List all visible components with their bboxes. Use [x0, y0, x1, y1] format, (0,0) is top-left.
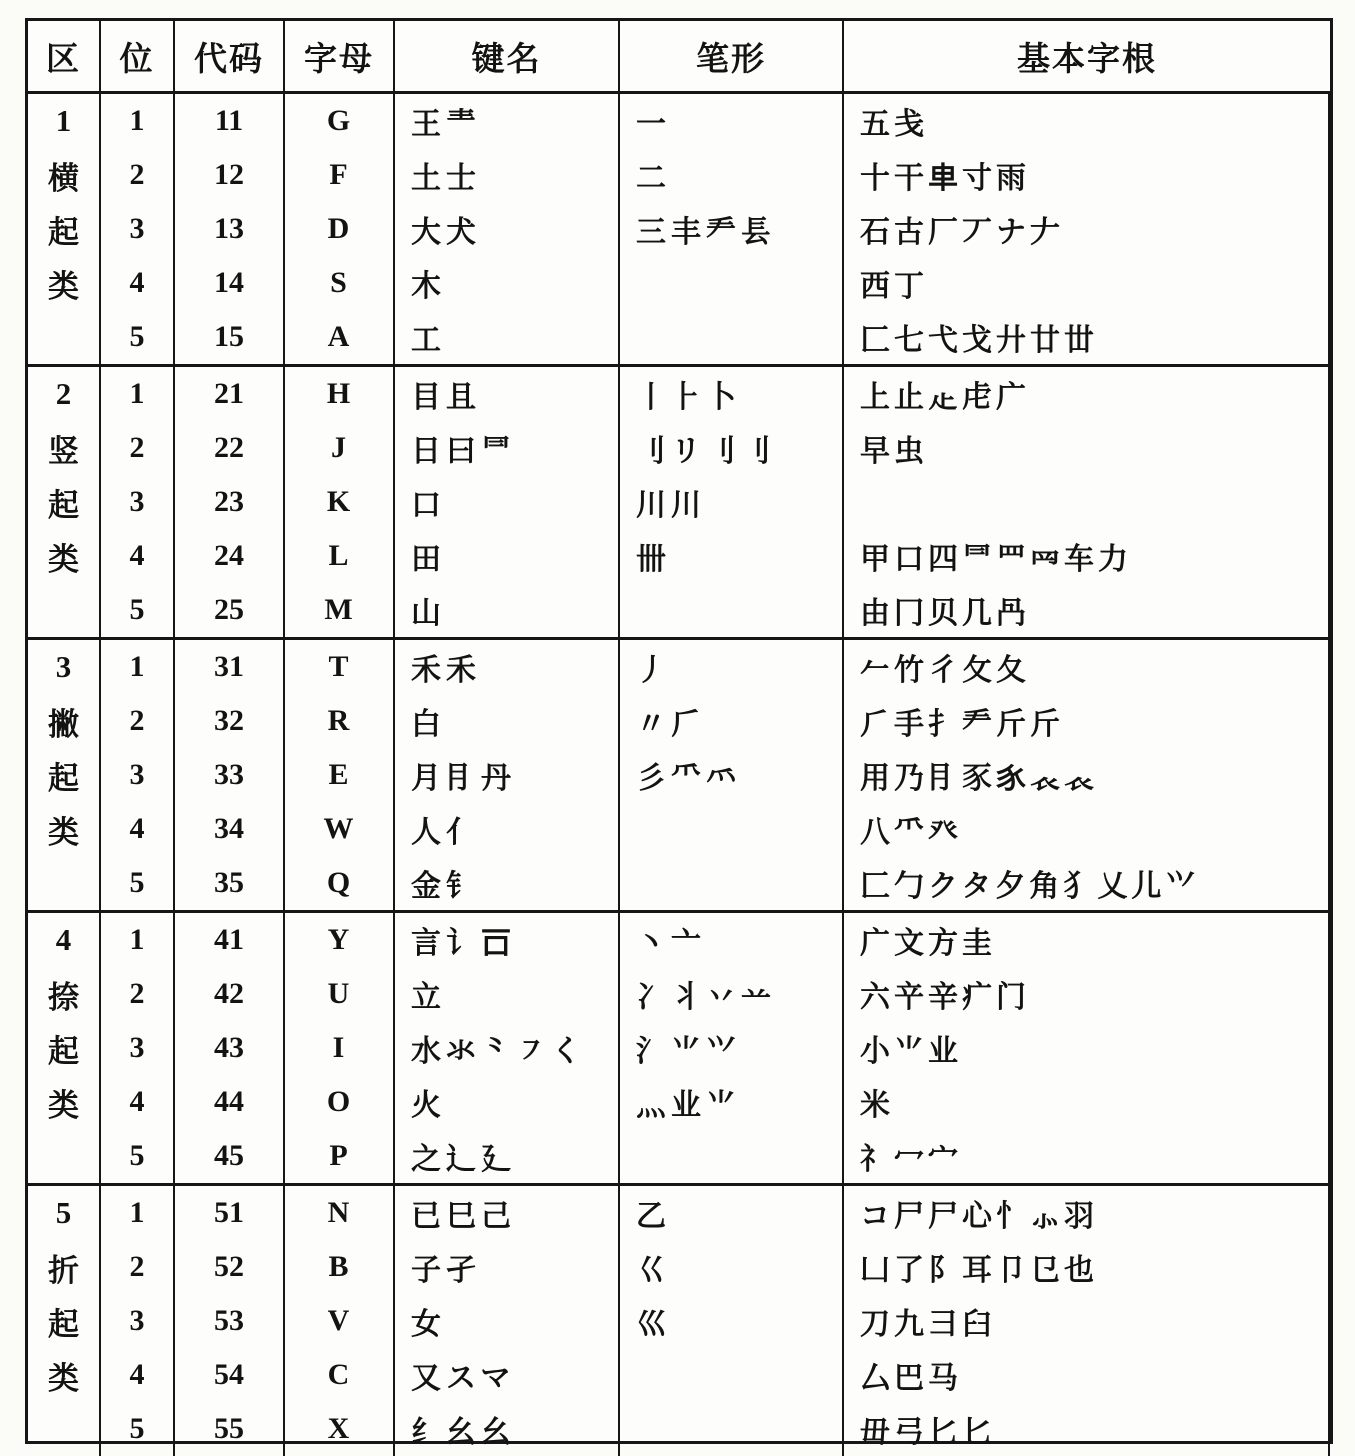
- cell-letter: R: [285, 694, 395, 748]
- zone-char: 横: [48, 160, 79, 196]
- cell-basic-roots: 小⺌业: [844, 1021, 1330, 1075]
- cell-stroke-form: 刂リ⺉刂: [620, 421, 844, 475]
- cell-key-name: 之辶廴: [395, 1129, 620, 1183]
- zone-block-2: [28, 367, 1330, 640]
- zone-label-5: [28, 1186, 101, 1456]
- cell-code: 34: [175, 802, 285, 856]
- cell-basic-roots: [844, 475, 1330, 529]
- zone-number: 3: [55, 649, 72, 684]
- cell-basic-roots: ⺁手扌龵斤斤: [844, 694, 1330, 748]
- zone-char: 起: [48, 760, 79, 796]
- cell-letter: E: [285, 748, 395, 802]
- table-row: [101, 421, 1330, 475]
- zone-char: 类: [48, 268, 79, 304]
- cell-position: 4: [101, 256, 175, 310]
- cell-key-name: 禾禾: [395, 640, 620, 694]
- cell-letter: D: [285, 202, 395, 256]
- cell-position: 4: [101, 1348, 175, 1402]
- cell-position: 2: [101, 967, 175, 1021]
- cell-basic-roots: 凵了阝耳卩㔾也: [844, 1240, 1330, 1294]
- col-header-position: 位: [101, 21, 175, 91]
- zone-rows-4: [101, 913, 1330, 1183]
- cell-code: 15: [175, 310, 285, 364]
- cell-basic-roots: 用乃⺝豕𧰨𧘇𧘇: [844, 748, 1330, 802]
- cell-position: 3: [101, 1294, 175, 1348]
- table-row: [101, 148, 1330, 202]
- cell-stroke-form: 丿: [620, 640, 844, 694]
- zone-char: [28, 856, 99, 910]
- table-row: [101, 694, 1330, 748]
- cell-stroke-form: 氵⺌⺍: [620, 1021, 844, 1075]
- cell-position: 1: [101, 1186, 175, 1240]
- cell-stroke-form: 乙: [620, 1186, 844, 1240]
- cell-code: 54: [175, 1348, 285, 1402]
- cell-stroke-form: [620, 1129, 844, 1183]
- zone-char: 捺: [48, 979, 79, 1015]
- cell-basic-roots: 甲口四⺜罒𦉰车力: [844, 529, 1330, 583]
- cell-basic-roots: 广文方圭: [844, 913, 1330, 967]
- cell-position: 3: [101, 748, 175, 802]
- zone-block-3: [28, 640, 1330, 913]
- zone-rows-2: [101, 367, 1330, 637]
- cell-stroke-form: 冫丬丷䒑: [620, 967, 844, 1021]
- cell-basic-roots: 西丁: [844, 256, 1330, 310]
- cell-position: 5: [101, 583, 175, 637]
- cell-letter: L: [285, 529, 395, 583]
- table-row: [101, 1075, 1330, 1129]
- zone-rows-1: [101, 94, 1330, 364]
- cell-letter: Y: [285, 913, 395, 967]
- cell-position: 3: [101, 475, 175, 529]
- cell-position: 5: [101, 1402, 175, 1456]
- table-row: [101, 1294, 1330, 1348]
- cell-stroke-form: 灬业⺌: [620, 1075, 844, 1129]
- cell-basic-roots: 刀九彐臼: [844, 1294, 1330, 1348]
- cell-letter: X: [285, 1402, 395, 1456]
- zone-char: 起: [48, 1306, 79, 1342]
- cell-position: 2: [101, 1240, 175, 1294]
- cell-code: 14: [175, 256, 285, 310]
- cell-key-name: 立: [395, 967, 620, 1021]
- cell-key-name: 金钅: [395, 856, 620, 910]
- cell-stroke-form: 巛: [620, 1294, 844, 1348]
- zone-block-1: [28, 94, 1330, 367]
- cell-key-name: 工: [395, 310, 620, 364]
- col-header-key-name: 键名: [395, 21, 620, 91]
- cell-letter: B: [285, 1240, 395, 1294]
- cell-basic-roots: 匚七弋戈廾廿丗: [844, 310, 1330, 364]
- cell-position: 3: [101, 202, 175, 256]
- cell-code: 13: [175, 202, 285, 256]
- cell-position: 5: [101, 310, 175, 364]
- cell-stroke-form: 〃𠂆: [620, 694, 844, 748]
- cell-key-name: 又スマ: [395, 1348, 620, 1402]
- zone-label-4: [28, 913, 101, 1183]
- cell-letter: G: [285, 94, 395, 148]
- cell-code: 32: [175, 694, 285, 748]
- cell-letter: C: [285, 1348, 395, 1402]
- cell-key-name: 土士: [395, 148, 620, 202]
- table-row: [101, 529, 1330, 583]
- cell-key-name: 言讠𠮛: [395, 913, 620, 967]
- cell-code: 22: [175, 421, 285, 475]
- zone-char: 起: [48, 214, 79, 250]
- cell-code: 23: [175, 475, 285, 529]
- cell-basic-roots: 厶巴马: [844, 1348, 1330, 1402]
- col-header-zone: 区: [28, 21, 101, 91]
- zone-label-3: [28, 640, 101, 910]
- cell-key-name: 已巳己: [395, 1186, 620, 1240]
- zone-number: 2: [55, 376, 72, 411]
- cell-letter: N: [285, 1186, 395, 1240]
- cell-key-name: 王龶: [395, 94, 620, 148]
- table-row: [101, 856, 1330, 910]
- zone-char: [28, 1129, 99, 1183]
- cell-position: 4: [101, 529, 175, 583]
- cell-position: 2: [101, 421, 175, 475]
- cell-letter: O: [285, 1075, 395, 1129]
- cell-letter: J: [285, 421, 395, 475]
- table-row: [101, 967, 1330, 1021]
- cell-key-name: 白: [395, 694, 620, 748]
- table-row: [101, 1240, 1330, 1294]
- cell-key-name: 山: [395, 583, 620, 637]
- cell-basic-roots: 早虫: [844, 421, 1330, 475]
- cell-code: 44: [175, 1075, 285, 1129]
- cell-basic-roots: 八⺥癶: [844, 802, 1330, 856]
- col-header-letter: 字母: [285, 21, 395, 91]
- zone-number: 1: [55, 103, 72, 138]
- table-row: [101, 1402, 1330, 1456]
- cell-key-name: 人亻: [395, 802, 620, 856]
- cell-basic-roots: 礻冖宀: [844, 1129, 1330, 1183]
- cell-key-name: 子孑: [395, 1240, 620, 1294]
- cell-letter: I: [285, 1021, 395, 1075]
- zone-label-1: [28, 94, 101, 364]
- cell-stroke-form: 巜: [620, 1240, 844, 1294]
- zone-char: 类: [48, 1360, 79, 1396]
- cell-stroke-form: 卌: [620, 529, 844, 583]
- cell-position: 4: [101, 802, 175, 856]
- zone-label-2: [28, 367, 101, 637]
- cell-code: 51: [175, 1186, 285, 1240]
- cell-letter: T: [285, 640, 395, 694]
- cell-key-name: 水氺⺀㇇く: [395, 1021, 620, 1075]
- zone-char: 类: [48, 1087, 79, 1123]
- cell-key-name: 田: [395, 529, 620, 583]
- cell-position: 1: [101, 367, 175, 421]
- cell-code: 43: [175, 1021, 285, 1075]
- cell-code: 53: [175, 1294, 285, 1348]
- cell-stroke-form: [620, 310, 844, 364]
- table-row: [101, 1186, 1330, 1240]
- zone-char: [28, 310, 99, 364]
- zone-rows-5: [101, 1186, 1330, 1456]
- zone-char: 类: [48, 814, 79, 850]
- table-row: [101, 583, 1330, 637]
- cell-basic-roots: 五戋: [844, 94, 1330, 148]
- cell-stroke-form: [620, 1348, 844, 1402]
- cell-letter: H: [285, 367, 395, 421]
- cell-code: 52: [175, 1240, 285, 1294]
- zone-char: 竖: [48, 433, 79, 469]
- cell-stroke-form: [620, 802, 844, 856]
- wubi-root-table: [25, 18, 1333, 1449]
- cell-position: 3: [101, 1021, 175, 1075]
- cell-position: 1: [101, 94, 175, 148]
- cell-stroke-form: 彡⺥⺤: [620, 748, 844, 802]
- cell-basic-roots: 匚勹クタ夕角犭乂儿⺍: [844, 856, 1330, 910]
- zone-char: 类: [48, 541, 79, 577]
- table-row: [101, 640, 1330, 694]
- cell-basic-roots: 上止龰虍广: [844, 367, 1330, 421]
- cell-basic-roots: 由冂贝几冎: [844, 583, 1330, 637]
- cell-code: 33: [175, 748, 285, 802]
- cell-letter: F: [285, 148, 395, 202]
- cell-position: 2: [101, 148, 175, 202]
- zone-char: [28, 1402, 99, 1456]
- cell-position: 4: [101, 1075, 175, 1129]
- cell-letter: K: [285, 475, 395, 529]
- cell-key-name: 纟幺幺: [395, 1402, 620, 1456]
- cell-stroke-form: [620, 256, 844, 310]
- cell-stroke-form: 川川: [620, 475, 844, 529]
- zone-char: [28, 583, 99, 637]
- cell-code: 12: [175, 148, 285, 202]
- table-header-row: [28, 21, 1330, 94]
- cell-letter: P: [285, 1129, 395, 1183]
- table-row: [101, 94, 1330, 148]
- zone-char: 撇: [48, 706, 79, 742]
- cell-code: 55: [175, 1402, 285, 1456]
- cell-code: 24: [175, 529, 285, 583]
- cell-key-name: 月⺝丹: [395, 748, 620, 802]
- zone-block-4: [28, 913, 1330, 1186]
- cell-stroke-form: 丶亠: [620, 913, 844, 967]
- table-row: [101, 1129, 1330, 1183]
- cell-stroke-form: [620, 1402, 844, 1456]
- cell-key-name: 目且: [395, 367, 620, 421]
- table-row: [101, 475, 1330, 529]
- cell-letter: S: [285, 256, 395, 310]
- cell-basic-roots: 毌弓匕⼔: [844, 1402, 1330, 1456]
- cell-key-name: 大犬: [395, 202, 620, 256]
- cell-basic-roots: 米: [844, 1075, 1330, 1129]
- cell-code: 21: [175, 367, 285, 421]
- cell-code: 42: [175, 967, 285, 1021]
- cell-letter: W: [285, 802, 395, 856]
- cell-stroke-form: 二: [620, 148, 844, 202]
- col-header-code: 代码: [175, 21, 285, 91]
- table-row: [101, 1021, 1330, 1075]
- zone-number: 5: [55, 1195, 72, 1230]
- cell-basic-roots: 𠂉竹彳攵夂: [844, 640, 1330, 694]
- cell-basic-roots: 六䇂辛疒门: [844, 967, 1330, 1021]
- table-row: [101, 802, 1330, 856]
- cell-basic-roots: 石古厂丆ナ𠂇: [844, 202, 1330, 256]
- cell-stroke-form: [620, 583, 844, 637]
- zone-block-5: [28, 1186, 1330, 1456]
- cell-code: 35: [175, 856, 285, 910]
- cell-key-name: 日曰⺜: [395, 421, 620, 475]
- cell-position: 2: [101, 694, 175, 748]
- cell-code: 41: [175, 913, 285, 967]
- cell-code: 31: [175, 640, 285, 694]
- cell-letter: Q: [285, 856, 395, 910]
- cell-letter: U: [285, 967, 395, 1021]
- cell-letter: M: [285, 583, 395, 637]
- cell-stroke-form: 三丰龵镸: [620, 202, 844, 256]
- cell-code: 11: [175, 94, 285, 148]
- col-header-basic-roots: 基本字根: [1017, 41, 1157, 78]
- cell-key-name: 木: [395, 256, 620, 310]
- cell-position: 5: [101, 1129, 175, 1183]
- col-header-stroke-form: 笔形: [620, 21, 844, 91]
- zone-char: 折: [48, 1252, 79, 1288]
- cell-code: 25: [175, 583, 285, 637]
- cell-key-name: 女: [395, 1294, 620, 1348]
- cell-position: 1: [101, 640, 175, 694]
- table-row: [101, 310, 1330, 364]
- table-row: [101, 256, 1330, 310]
- cell-stroke-form: 丨⺊卜: [620, 367, 844, 421]
- cell-stroke-form: 一: [620, 94, 844, 148]
- zone-rows-3: [101, 640, 1330, 910]
- cell-position: 5: [101, 856, 175, 910]
- cell-position: 1: [101, 913, 175, 967]
- zone-char: 起: [48, 487, 79, 523]
- table-row: [101, 1348, 1330, 1402]
- zone-number: 4: [55, 922, 72, 957]
- cell-key-name: 口: [395, 475, 620, 529]
- cell-stroke-form: [620, 856, 844, 910]
- table-row: [101, 748, 1330, 802]
- zone-char: 起: [48, 1033, 79, 1069]
- cell-key-name: 火: [395, 1075, 620, 1129]
- table-row: [101, 913, 1330, 967]
- table-row: [101, 202, 1330, 256]
- table-row: [101, 367, 1330, 421]
- cell-letter: V: [285, 1294, 395, 1348]
- cell-code: 45: [175, 1129, 285, 1183]
- cell-letter: A: [285, 310, 395, 364]
- cell-basic-roots: コ尸⼫心忄⺗羽: [844, 1186, 1330, 1240]
- cell-basic-roots: 十干𠦆寸雨: [844, 148, 1330, 202]
